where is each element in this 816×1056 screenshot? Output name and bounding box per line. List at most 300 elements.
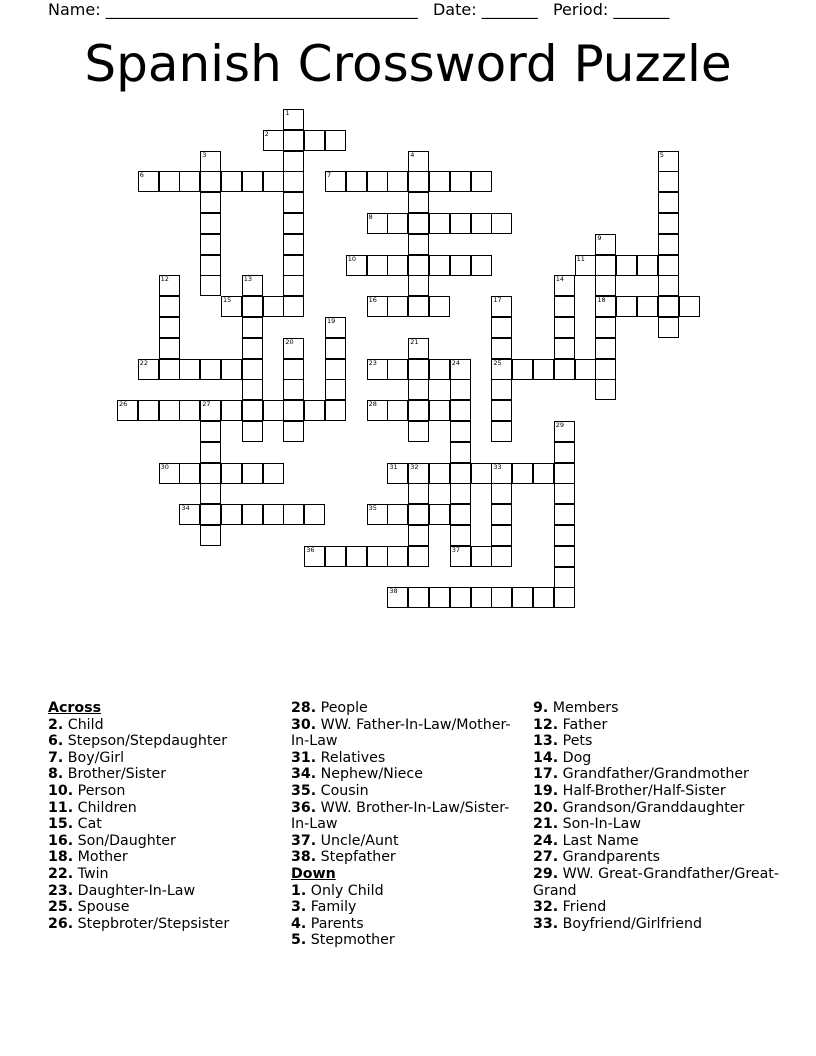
name-label: Name:	[48, 0, 101, 19]
across-clue	[48, 733, 280, 750]
across-clue	[48, 883, 280, 900]
crossword-cell[interactable]	[408, 504, 429, 525]
crossword-cell[interactable]	[408, 234, 429, 255]
down-clue	[533, 783, 793, 800]
clue-num: 4.	[291, 915, 307, 932]
crossword-cell[interactable]	[387, 255, 408, 276]
across-clue	[48, 916, 280, 933]
crossword-cell[interactable]	[242, 504, 263, 525]
clue-number: 14	[555, 275, 565, 284]
crossword-cell[interactable]	[159, 463, 180, 484]
date-blank[interactable]: _______	[481, 0, 538, 19]
clue-num: 18.	[48, 849, 74, 866]
crossword-cell[interactable]	[367, 400, 388, 421]
clue-text: Relatives	[320, 749, 386, 766]
clue-number: 4	[410, 150, 415, 159]
crossword-cell[interactable]	[159, 400, 180, 421]
crossword-cell[interactable]	[200, 359, 221, 380]
crossword-cell[interactable]	[200, 483, 221, 504]
crossword-cell[interactable]	[491, 463, 512, 484]
crossword-cell[interactable]	[679, 296, 700, 317]
clue-number: 29	[555, 421, 565, 429]
clue-num: 16.	[48, 832, 74, 849]
crossword-cell[interactable]	[387, 587, 408, 608]
crossword-cell[interactable]	[450, 255, 471, 276]
clue-num: 8.	[48, 766, 64, 783]
clue-num: 24.	[533, 832, 559, 849]
crossword-cell[interactable]	[283, 213, 304, 234]
crossword-cell[interactable]	[408, 255, 429, 276]
crossword-cell[interactable]	[408, 379, 429, 400]
down-clue	[533, 800, 793, 817]
crossword-cell[interactable]	[450, 400, 471, 421]
crossword-cell[interactable]	[221, 171, 242, 192]
crossword-cell[interactable]	[471, 213, 492, 234]
crossword-cell[interactable]	[283, 192, 304, 213]
crossword-cell[interactable]	[491, 483, 512, 504]
crossword-cell[interactable]	[179, 171, 200, 192]
crossword-cell[interactable]	[200, 442, 221, 463]
clue-text: Friend	[562, 899, 607, 916]
crossword-cell[interactable]	[242, 171, 263, 192]
across-clue	[48, 783, 280, 800]
crossword-cell[interactable]	[242, 400, 263, 421]
clue-num: 15.	[48, 816, 74, 833]
crossword-cell[interactable]	[263, 130, 284, 151]
clue-num: 11.	[48, 799, 74, 816]
crossword-cell[interactable]	[138, 359, 159, 380]
clue-text: Parents	[310, 915, 364, 932]
period-blank[interactable]: _______	[613, 0, 670, 19]
crossword-cell[interactable]	[221, 359, 242, 380]
crossword-cell[interactable]	[491, 400, 512, 421]
crossword-cell[interactable]	[658, 151, 679, 172]
down-clue	[533, 916, 793, 933]
down-clue	[533, 733, 793, 750]
crossword-cell[interactable]	[346, 546, 367, 567]
crossword-cell[interactable]	[367, 504, 388, 525]
crossword-cell[interactable]	[200, 275, 221, 296]
crossword-cell[interactable]	[450, 421, 471, 442]
crossword-cell[interactable]	[408, 296, 429, 317]
clue-number: 32	[410, 462, 419, 471]
crossword-cell[interactable]	[387, 546, 408, 567]
crossword-cell[interactable]	[283, 359, 304, 380]
clue-number: 1	[285, 109, 290, 117]
crossword-cell[interactable]	[387, 400, 408, 421]
crossword-cell[interactable]	[491, 525, 512, 546]
crossword-cell[interactable]	[554, 338, 575, 359]
crossword-cell[interactable]	[159, 338, 180, 359]
clue-text: Members	[552, 700, 619, 716]
clue-number: 22	[139, 358, 149, 367]
crossword-cell[interactable]	[387, 171, 408, 192]
crossword-cell[interactable]	[429, 171, 450, 192]
crossword-cell[interactable]	[554, 359, 575, 380]
crossword-cell[interactable]	[616, 296, 637, 317]
crossword-cell[interactable]	[200, 463, 221, 484]
crossword-cell[interactable]	[429, 296, 450, 317]
clue-number: 15	[223, 296, 232, 305]
crossword-cell[interactable]	[387, 359, 408, 380]
clue-num: 31.	[291, 749, 317, 766]
crossword-cell[interactable]	[429, 255, 450, 276]
crossword-cell[interactable]	[179, 359, 200, 380]
crossword-cell[interactable]	[408, 151, 429, 172]
clue-number: 12	[160, 275, 169, 284]
crossword-cell[interactable]	[595, 234, 616, 255]
clue-num: 19.	[533, 782, 559, 799]
clue-text: Children	[77, 799, 137, 816]
crossword-cell[interactable]	[616, 255, 637, 276]
crossword-cell[interactable]	[242, 359, 263, 380]
across-clue	[291, 700, 523, 717]
across-clue	[291, 766, 523, 783]
crossword-cell[interactable]	[450, 463, 471, 484]
clue-num: 21.	[533, 816, 559, 833]
clue-num: 13.	[533, 733, 559, 750]
clue-text: Father	[562, 716, 608, 733]
crossword-cell[interactable]	[159, 296, 180, 317]
crossword-cell[interactable]	[200, 504, 221, 525]
across-clue	[48, 800, 280, 817]
crossword-cell[interactable]	[325, 379, 346, 400]
crossword-cell[interactable]	[242, 275, 263, 296]
crossword-cell[interactable]	[367, 359, 388, 380]
crossword-cell[interactable]	[242, 317, 263, 338]
clue-num: 9.	[533, 700, 549, 716]
crossword-cell[interactable]	[450, 442, 471, 463]
clue-number: 3	[202, 150, 207, 159]
crossword-cell[interactable]	[283, 400, 304, 421]
crossword-cell[interactable]	[658, 255, 679, 276]
crossword-cell[interactable]	[408, 359, 429, 380]
crossword-cell[interactable]	[242, 463, 263, 484]
crossword-cell[interactable]	[450, 546, 471, 567]
crossword-cell[interactable]	[138, 400, 159, 421]
crossword-cell[interactable]	[283, 130, 304, 151]
crossword-cell[interactable]	[367, 546, 388, 567]
crossword-cell[interactable]	[200, 525, 221, 546]
clue-column-3	[533, 700, 793, 932]
crossword-cell[interactable]	[408, 421, 429, 442]
clue-num: 30.	[291, 716, 317, 733]
crossword-cell[interactable]	[387, 296, 408, 317]
crossword-cell[interactable]	[138, 171, 159, 192]
crossword-cell[interactable]	[637, 296, 658, 317]
clue-number: 24	[451, 358, 461, 367]
crossword-cell[interactable]	[263, 296, 284, 317]
clue-number: 25	[493, 358, 502, 367]
crossword-cell[interactable]	[554, 567, 575, 588]
clue-number: 10	[347, 254, 357, 263]
crossword-cell[interactable]	[408, 463, 429, 484]
across-clue	[48, 816, 280, 833]
crossword-cell[interactable]	[200, 171, 221, 192]
crossword-cell[interactable]	[408, 171, 429, 192]
clue-number: 16	[368, 296, 377, 305]
crossword-cell[interactable]	[159, 171, 180, 192]
crossword-cell[interactable]	[471, 171, 492, 192]
crossword-cell[interactable]	[263, 400, 284, 421]
clue-text: Boyfriend/Girlfriend	[562, 915, 702, 932]
crossword-cell[interactable]	[325, 359, 346, 380]
down-clue	[533, 899, 793, 916]
crossword-cell[interactable]	[450, 379, 471, 400]
down-clue	[291, 916, 523, 933]
clue-column-2	[291, 700, 523, 949]
clue-text: WW. Brother-In-Law/Sister-In-Law	[291, 799, 510, 833]
crossword-cell[interactable]	[283, 296, 304, 317]
crossword-cell[interactable]	[304, 546, 325, 567]
crossword-cell[interactable]	[512, 463, 533, 484]
crossword-cell[interactable]	[283, 109, 304, 130]
clue-text: Cat	[77, 816, 102, 833]
clue-num: 27.	[533, 849, 559, 866]
crossword-cell[interactable]	[575, 255, 596, 276]
crossword-cell[interactable]	[200, 421, 221, 442]
crossword-cell[interactable]	[179, 463, 200, 484]
crossword-cell[interactable]	[387, 504, 408, 525]
crossword-cell[interactable]	[304, 400, 325, 421]
crossword-cell[interactable]	[491, 504, 512, 525]
name-blank[interactable]: _______________________________________	[105, 0, 418, 19]
crossword-cell[interactable]	[429, 213, 450, 234]
crossword-cell[interactable]	[283, 171, 304, 192]
crossword-cell[interactable]	[200, 151, 221, 172]
crossword-cell[interactable]	[283, 255, 304, 276]
crossword-cell[interactable]	[429, 359, 450, 380]
down-clue	[533, 700, 793, 717]
crossword-cell[interactable]	[471, 546, 492, 567]
crossword-cell[interactable]	[658, 317, 679, 338]
clue-text: Boy/Girl	[67, 749, 125, 766]
crossword-cell[interactable]	[283, 151, 304, 172]
crossword-cell[interactable]	[200, 400, 221, 421]
crossword-cell[interactable]	[283, 421, 304, 442]
crossword-cell[interactable]	[283, 275, 304, 296]
crossword-cell[interactable]	[554, 442, 575, 463]
crossword-cell[interactable]	[200, 213, 221, 234]
crossword-cell[interactable]	[533, 463, 554, 484]
crossword-cell[interactable]	[325, 171, 346, 192]
crossword-cell[interactable]	[408, 192, 429, 213]
crossword-cell[interactable]	[491, 379, 512, 400]
crossword-cell[interactable]	[554, 317, 575, 338]
crossword-cell[interactable]	[429, 463, 450, 484]
crossword-cell[interactable]	[658, 171, 679, 192]
crossword-cell[interactable]	[595, 379, 616, 400]
crossword-cell[interactable]	[595, 359, 616, 380]
down-clue	[533, 866, 793, 899]
crossword-cell[interactable]	[658, 234, 679, 255]
down-clue	[291, 932, 523, 949]
crossword-cell[interactable]	[179, 504, 200, 525]
crossword-cell[interactable]	[367, 171, 388, 192]
clue-num: 20.	[533, 799, 559, 816]
crossword-cell[interactable]	[346, 171, 367, 192]
crossword-cell[interactable]	[491, 421, 512, 442]
down-clue	[291, 899, 523, 916]
crossword-cell[interactable]	[491, 546, 512, 567]
crossword-cell[interactable]	[408, 213, 429, 234]
crossword-cell[interactable]	[491, 359, 512, 380]
clue-num: 36.	[291, 799, 317, 816]
clue-text: Son/Daughter	[77, 832, 176, 849]
crossword-cell[interactable]	[346, 255, 367, 276]
crossword-cell[interactable]	[263, 171, 284, 192]
crossword-cell[interactable]	[658, 192, 679, 213]
across-clue	[291, 717, 523, 750]
crossword-cell[interactable]	[242, 421, 263, 442]
crossword-cell[interactable]	[637, 255, 658, 276]
crossword-cell[interactable]	[408, 546, 429, 567]
crossword-cell[interactable]	[304, 130, 325, 151]
crossword-cell[interactable]	[367, 255, 388, 276]
crossword-cell[interactable]	[159, 275, 180, 296]
crossword-cell[interactable]	[200, 234, 221, 255]
crossword-cell[interactable]	[450, 483, 471, 504]
down-clue	[533, 717, 793, 734]
crossword-cell[interactable]	[367, 213, 388, 234]
crossword-cell[interactable]	[408, 525, 429, 546]
crossword-cell[interactable]	[179, 400, 200, 421]
crossword-cell[interactable]	[658, 213, 679, 234]
crossword-cell[interactable]	[117, 400, 138, 421]
crossword-cell[interactable]	[595, 255, 616, 276]
across-clue	[48, 717, 280, 734]
clue-number: 6	[139, 171, 144, 180]
clue-text: Stepbroter/Stepsister	[77, 915, 230, 932]
crossword-cell[interactable]	[595, 338, 616, 359]
crossword-cell[interactable]	[554, 463, 575, 484]
crossword-cell[interactable]	[408, 275, 429, 296]
crossword-cell[interactable]	[283, 379, 304, 400]
crossword-cell[interactable]	[512, 359, 533, 380]
crossword-cell[interactable]	[429, 400, 450, 421]
crossword-cell[interactable]	[367, 296, 388, 317]
crossword-cell[interactable]	[658, 296, 679, 317]
crossword-cell[interactable]	[595, 275, 616, 296]
clue-num: 5.	[291, 932, 307, 949]
crossword-cell[interactable]	[554, 546, 575, 567]
clue-number: 30	[160, 462, 169, 471]
crossword-cell[interactable]	[471, 255, 492, 276]
clue-num: 3.	[291, 899, 307, 916]
crossword-cell[interactable]	[429, 504, 450, 525]
crossword-cell[interactable]	[263, 504, 284, 525]
clue-text: WW. Great-Grandfather/Great-Grand	[533, 865, 779, 899]
crossword-cell[interactable]	[159, 359, 180, 380]
crossword-cell[interactable]	[221, 296, 242, 317]
crossword-cell[interactable]	[554, 275, 575, 296]
crossword-cell[interactable]	[408, 400, 429, 421]
crossword-cell[interactable]	[554, 587, 575, 608]
crossword-cell[interactable]	[221, 504, 242, 525]
crossword-cell[interactable]	[450, 587, 471, 608]
crossword-cell[interactable]	[595, 317, 616, 338]
crossword-cell[interactable]	[491, 296, 512, 317]
crossword-cell[interactable]	[429, 587, 450, 608]
clue-number: 37	[451, 545, 461, 554]
crossword-cell[interactable]	[242, 379, 263, 400]
clue-text: Family	[310, 899, 357, 916]
clue-num: 35.	[291, 782, 317, 799]
clue-num: 28.	[291, 700, 317, 716]
crossword-cell[interactable]	[658, 275, 679, 296]
clue-number: 17	[493, 296, 502, 305]
clue-text: Pets	[562, 733, 593, 750]
clue-number: 28	[368, 400, 377, 409]
crossword-cell[interactable]	[325, 400, 346, 421]
crossword-cell[interactable]	[575, 359, 596, 380]
crossword-cell[interactable]	[387, 213, 408, 234]
crossword-cell[interactable]	[283, 338, 304, 359]
across-clue	[48, 833, 280, 850]
crossword-cell[interactable]	[159, 317, 180, 338]
crossword-cell[interactable]	[450, 171, 471, 192]
crossword-cell[interactable]	[554, 483, 575, 504]
crossword-cell[interactable]	[595, 296, 616, 317]
crossword-cell[interactable]	[242, 296, 263, 317]
crossword-cell[interactable]	[491, 317, 512, 338]
crossword-cell[interactable]	[304, 504, 325, 525]
crossword-cell[interactable]	[325, 338, 346, 359]
crossword-cell[interactable]	[450, 525, 471, 546]
crossword-cell[interactable]	[200, 192, 221, 213]
crossword-cell[interactable]	[408, 338, 429, 359]
crossword-cell[interactable]	[554, 421, 575, 442]
crossword-cell[interactable]	[283, 234, 304, 255]
crossword-cell[interactable]	[554, 296, 575, 317]
across-clue	[48, 849, 280, 866]
crossword-cell[interactable]	[408, 483, 429, 504]
crossword-cell[interactable]	[471, 587, 492, 608]
crossword-cell[interactable]	[491, 587, 512, 608]
crossword-cell[interactable]	[325, 317, 346, 338]
crossword-cell[interactable]	[283, 504, 304, 525]
crossword-cell[interactable]	[387, 463, 408, 484]
crossword-cell[interactable]	[554, 504, 575, 525]
crossword-cell[interactable]	[450, 504, 471, 525]
crossword-cell[interactable]	[200, 255, 221, 276]
crossword-cell[interactable]	[263, 463, 284, 484]
crossword-cell[interactable]	[533, 587, 554, 608]
crossword-cell[interactable]	[533, 359, 554, 380]
crossword-cell[interactable]	[554, 525, 575, 546]
crossword-cell[interactable]	[325, 546, 346, 567]
across-clue	[48, 750, 280, 767]
clue-text: Stepmother	[310, 932, 395, 949]
across-clue	[48, 866, 280, 883]
crossword-cell[interactable]	[450, 213, 471, 234]
crossword-cell[interactable]	[221, 400, 242, 421]
crossword-cell[interactable]	[512, 587, 533, 608]
crossword-cell[interactable]	[325, 130, 346, 151]
crossword-cell[interactable]	[242, 338, 263, 359]
crossword-cell[interactable]	[450, 359, 471, 380]
crossword-cell[interactable]	[491, 213, 512, 234]
clue-number: 5	[659, 150, 664, 159]
clue-num: 33.	[533, 915, 559, 932]
clue-text: Cousin	[320, 782, 369, 799]
clue-num: 29.	[533, 865, 559, 882]
clue-num: 34.	[291, 766, 317, 783]
crossword-cell[interactable]	[408, 587, 429, 608]
crossword-cell[interactable]	[491, 338, 512, 359]
crossword-cell[interactable]	[471, 463, 492, 484]
crossword-cell[interactable]	[221, 463, 242, 484]
